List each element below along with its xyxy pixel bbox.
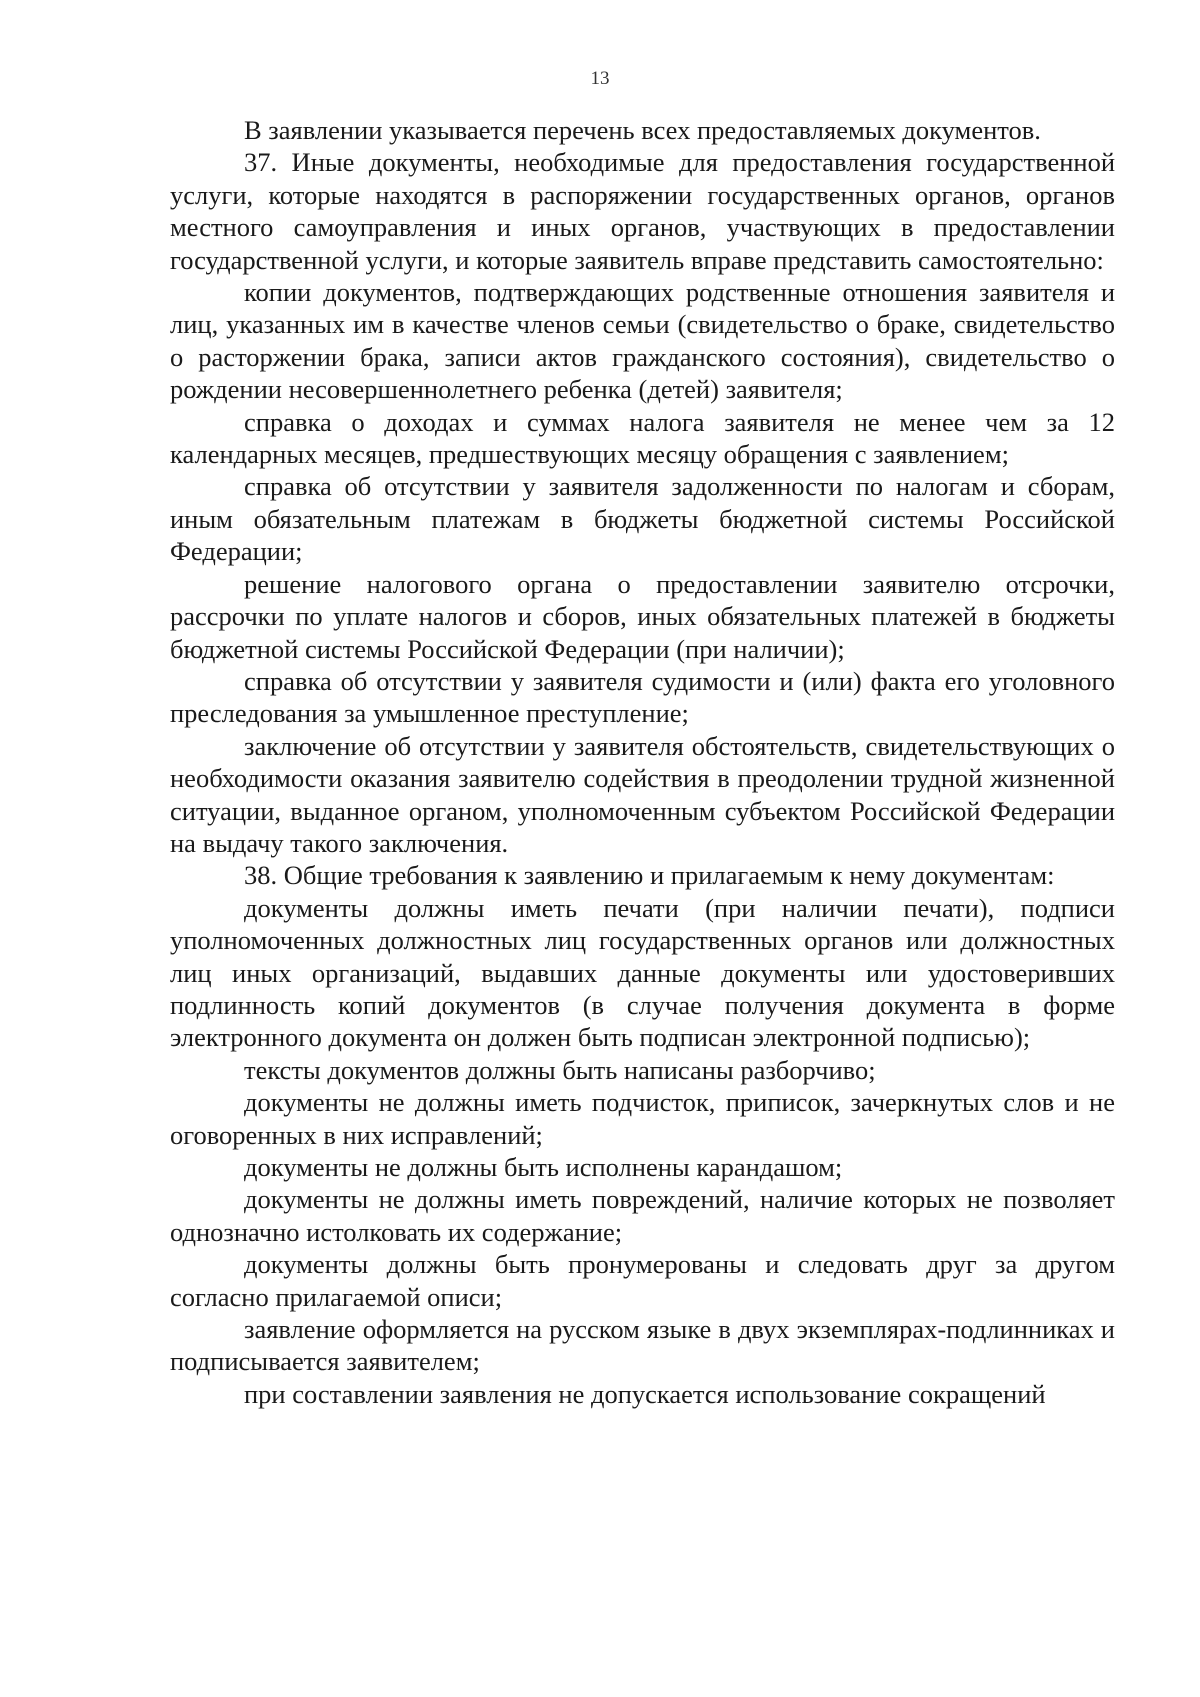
paragraph-no-damage: документы не должны иметь повреждений, наличие которых не позволяет однозначно истолковать их содержание; [170, 1184, 1115, 1247]
paragraph-no-erasures: документы не должны иметь подчисток, приписок, зачеркнутых слов и не оговоренных в них исправлений; [170, 1087, 1115, 1150]
paragraph-numbered: документы должны быть пронумерованы и следовать друг за другом согласно прилагаемой описи; [170, 1249, 1115, 1312]
paragraph-no-abbreviations: при составлении заявления не допускается использование сокращений [244, 1378, 1046, 1409]
paragraph-documents-list: В заявлении указывается перечень всех предоставляемых документов. [244, 115, 1041, 145]
paragraph-hardship-conclusion: заключение об отсутствии у заявителя обстоятельств, свидетельствующих о необходимости оказания заявителю содействия в преодолении трудной жизненной ситуации, выданное органом, уполномоченным субъектом Российской Федерации на выдачу такого заключения. [170, 730, 1115, 858]
paragraph-item-37: 37. Иные документы, необходимые для предоставления государственной услуги, которые находятся в распоряжении государственных органов, органов местного самоуправления и иных органов, участвующих в предоставлении государственной услуги, и которые заявитель вправе представить самостоятельно: [170, 147, 1115, 275]
paragraph-russian-language: заявление оформляется на русском языке в двух экземплярах-подлинниках и подписывается заявителем; [170, 1314, 1115, 1377]
paragraph-seals-signatures: документы должны иметь печати (при наличии печати), подписи уполномоченных должностных лиц государственных органов или должностных лиц иных организаций, выдавших данные документы или удостоверивших подлинность копий документов (в случае получения документа в форме электронного документа он должен быть подписан электронной подписью); [170, 892, 1115, 1053]
paragraph-criminal-record-certificate: справка об отсутствии у заявителя судимости и (или) факта его уголовного преследования за умышленное преступление; [170, 665, 1115, 729]
paragraph-income-certificate: справка о доходах и суммах налога заявителя не менее чем за 12 календарных месяцев, предшествующих месяцу обращения с заявлением; [170, 406, 1115, 470]
paragraph-item-38: 38. Общие требования к заявлению и прилагаемым к нему документам: [244, 860, 1055, 891]
paragraph-tax-deferral-decision: решение налогового органа о предоставлении заявителю отсрочки, рассрочки по уплате налогов и сборов, иных обязательных платежей в бюджеты бюджетной системы Российской Федерации (при наличии); [170, 568, 1115, 664]
paragraph-family-documents: копии документов, подтверждающих родственные отношения заявителя и лиц, указанных им в качестве членов семьи (свидетельство о браке, свидетельство о расторжении брака, записи актов гражданского состояния), свидетельство о рождении несовершеннолетнего ребенка (детей) заявителя; [170, 277, 1115, 405]
paragraph-tax-debt-certificate: справка об отсутствии у заявителя задолженности по налогам и сборам, иным обязательным платежам в бюджеты бюджетной системы Российской Федерации; [170, 471, 1115, 567]
page-number: 13 [590, 68, 610, 89]
paragraph-legible-text: тексты документов должны быть написаны разборчиво; [244, 1054, 876, 1085]
paragraph-no-pencil: документы не должны быть исполнены карандашом; [244, 1152, 843, 1182]
document-body [170, 114, 1115, 1410]
